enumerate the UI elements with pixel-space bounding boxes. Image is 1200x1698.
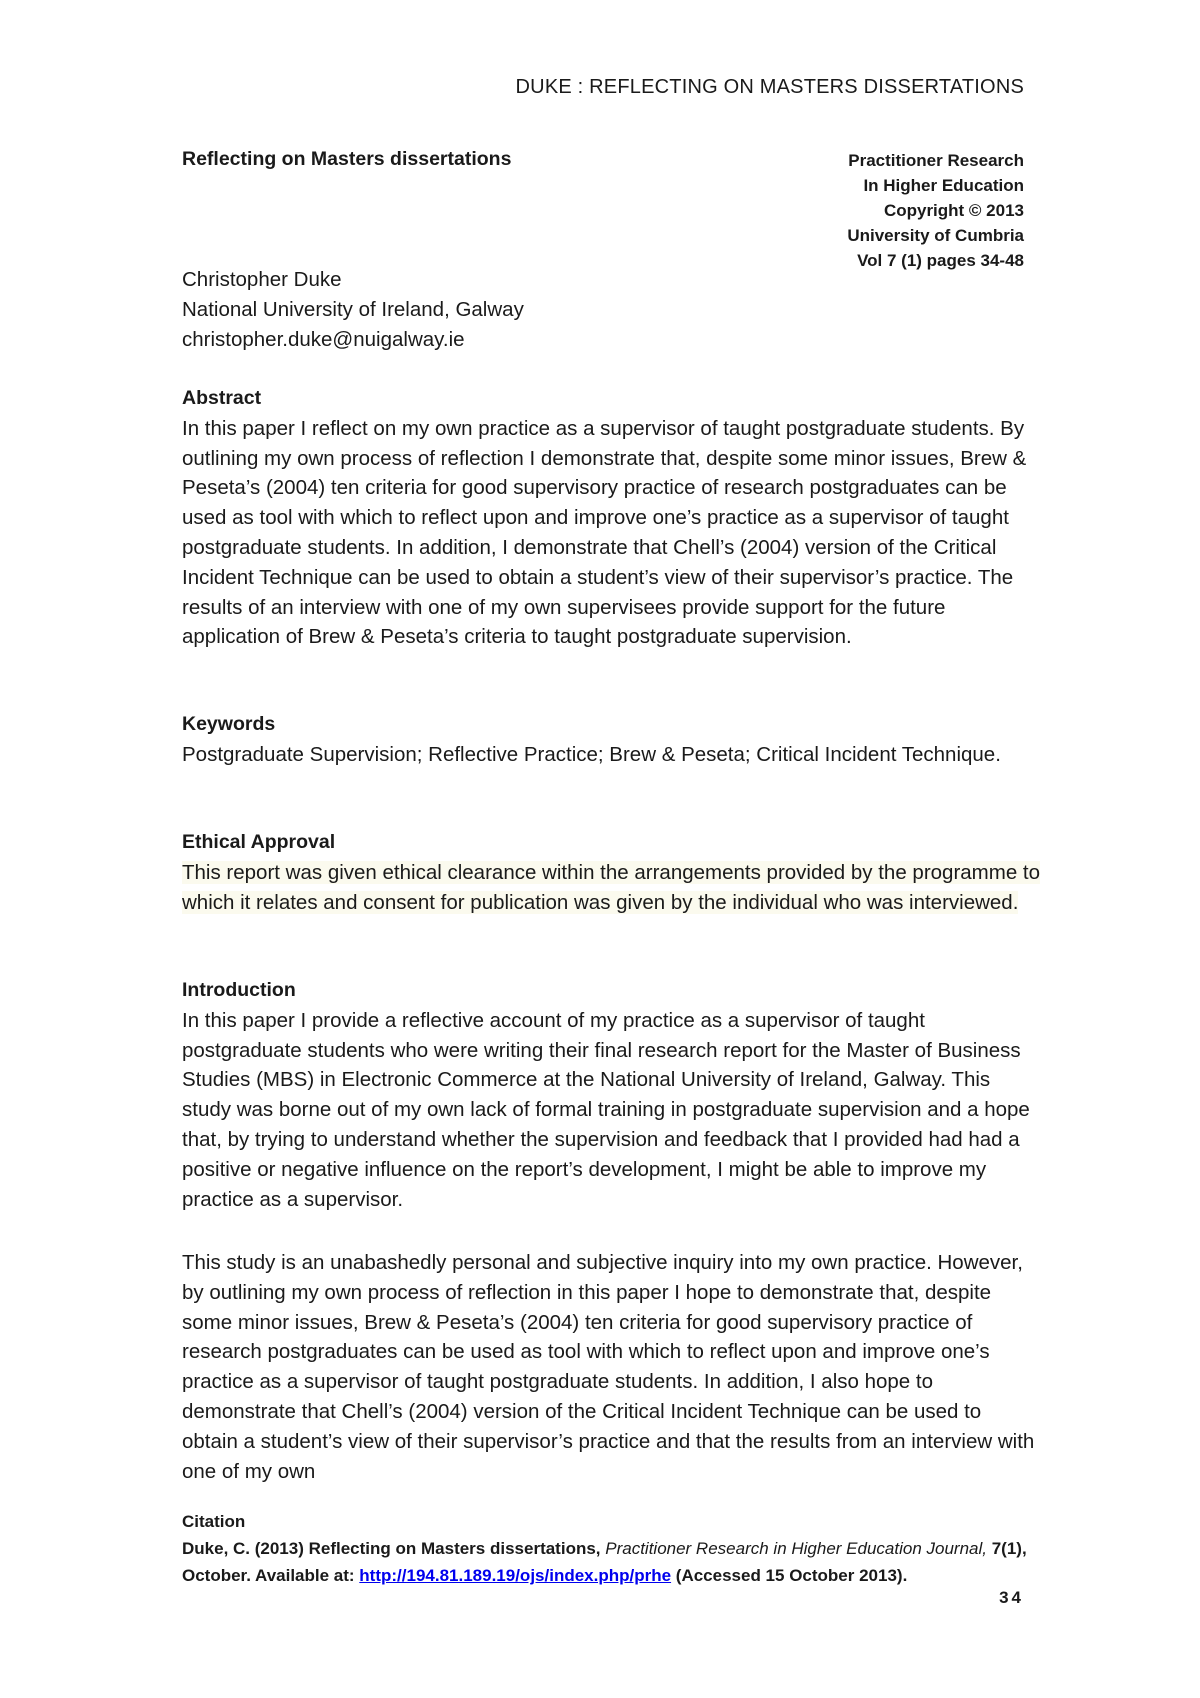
- page-number: 34: [999, 1588, 1024, 1607]
- keywords-heading: Keywords: [182, 713, 276, 735]
- introduction-heading: Introduction: [182, 979, 296, 1001]
- journal-info: [847, 148, 1024, 273]
- ethics-section: [182, 828, 1042, 917]
- ethics-heading: Ethical Approval: [182, 831, 336, 853]
- journal-info-line: University of Cumbria: [847, 226, 1024, 245]
- paper-title: Reflecting on Masters dissertations: [182, 148, 512, 170]
- journal-info-line: Copyright © 2013: [883, 201, 1024, 220]
- author-email: christopher.duke@nuigalway.ie: [182, 328, 465, 351]
- introduction-section-continued: [182, 1248, 1042, 1486]
- ethics-text: This report was given ethical clearance within the arrangements provided by the programme to which it relates and consent for publication was given by the individual who was interviewed.: [182, 860, 1041, 914]
- introduction-section: [182, 976, 1042, 1214]
- journal-info-line: Vol 7 (1) pages 34-48: [857, 251, 1024, 270]
- keywords-section: [182, 710, 1042, 770]
- introduction-paragraph: This study is an unabashedly personal and subjective inquiry into my own practice. However, by outlining my own process of reflection in this paper I hope to demonstrate that, despite some minor issues, Brew & Peseta’s (2004) ten criteria for good supervisory practice of research postgraduates can be used as tool with which to reflect upon and improve one’s practice as a supervisor of taught postgraduate students. In addition, I also hope to demonstrate that Chell’s (2004) version of the Critical Incident Technique can be used to obtain a student’s view of their supervisor’s practice and that the results from an interview with one of my own: [182, 1251, 1035, 1483]
- author-affiliation: National University of Ireland, Galway: [182, 298, 524, 321]
- citation-link[interactable]: http://194.81.189.19/ojs/index.php/prhe: [359, 1566, 672, 1585]
- introduction-paragraph: In this paper I provide a reflective account of my practice as a supervisor of taught postgraduate students who were writing their final research report for the Master of Business Studies (MBS) in Electronic Commerce at the National University of Ireland, Galway. This study was borne out of my own lack of formal training in postgraduate supervision and a hope that, by trying to understand whether the supervision and feedback that I provided had had a positive or negative influence on the report’s development, I might be able to improve my practice as a supervisor.: [182, 1008, 1030, 1211]
- abstract-section: [182, 384, 1042, 652]
- abstract-text: In this paper I reflect on my own practice as a supervisor of taught postgraduate students. By outlining my own process of reflection I demonstrate that, despite some minor issues, Brew & Peseta’s (2004) ten criteria for good supervisory practice of research postgraduates can be used as tool with which to reflect upon and improve one’s practice as a supervisor of taught postgraduate students. In addition, I demonstrate that Chell’s (2004) version of the Critical Incident Technique can be used to obtain a student’s view of their supervisor’s practice. The results of an interview with one of my own supervisees provide support for the future application of Brew & Peseta’s criteria to taught postgraduate supervision.: [182, 416, 1027, 649]
- journal-info-line: Practitioner Research: [848, 151, 1024, 170]
- citation-text: [182, 1535, 1042, 1589]
- citation-heading: Citation: [182, 1512, 246, 1531]
- keywords-text: Postgraduate Supervision; Reflective Practice; Brew & Peseta; Critical Incident Technique.: [182, 742, 1001, 766]
- citation-part: (Accessed 15 October 2013).: [671, 1566, 908, 1585]
- author-block: [182, 265, 524, 355]
- citation-journal: Practitioner Research in Higher Education Journal,: [605, 1539, 987, 1558]
- citation-part: Duke, C. (2013) Reflecting on Masters dissertations,: [182, 1539, 606, 1558]
- abstract-heading: Abstract: [182, 387, 262, 409]
- citation-part: 7(1), October. Available at:: [182, 1539, 1027, 1585]
- author-name: Christopher Duke: [182, 268, 342, 291]
- citation-block: [182, 1508, 1042, 1589]
- journal-info-line: In Higher Education: [863, 176, 1024, 195]
- running-head: DUKE : REFLECTING ON MASTERS DISSERTATIONS: [515, 76, 1024, 98]
